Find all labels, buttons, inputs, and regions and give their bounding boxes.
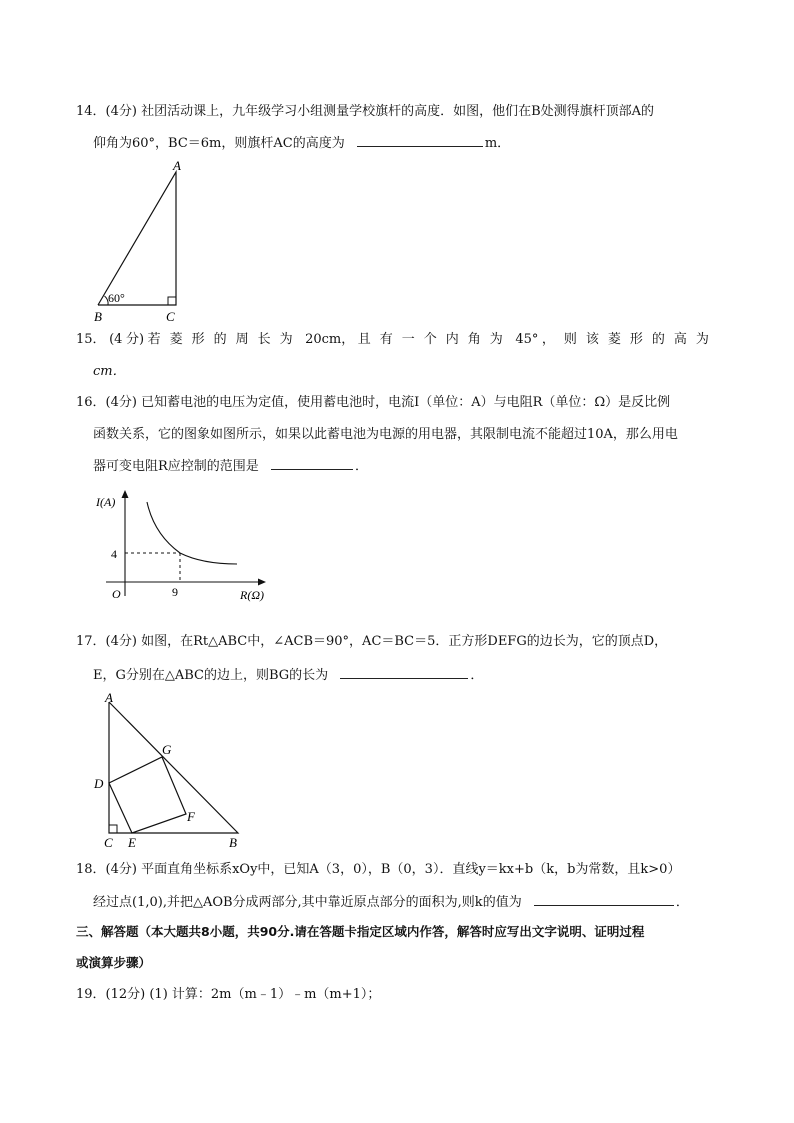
q16-line3-text: 器可变电阻R应控制的范围是 xyxy=(93,459,259,474)
q18-line1: 18．(4分) 平面直角坐标系xOy中，已知A（3，0），B（0，3）．直线y＝kx+b（k，b为常数，且k>0） xyxy=(76,862,681,877)
q17-line2 xyxy=(93,666,483,684)
q14-answer-blank[interactable] xyxy=(357,134,483,147)
q16-y-arrow xyxy=(122,490,129,498)
q17-label-c: C xyxy=(104,835,113,850)
q14-line2 xyxy=(93,134,510,152)
q16-line3-end: ． xyxy=(354,459,368,474)
q19-line1: 19．(12分) (1) 计算：2m（m﹣1）﹣m（m+1）； xyxy=(76,987,381,1002)
q17-label-g: G xyxy=(162,742,172,757)
q16-line1: 16．(4分) 已知蓄电池的电压为定值，使用蓄电池时，电流I（单位：A）与电阻R（单位：Ω）是反比例 xyxy=(76,395,671,410)
q14-right-angle-mark xyxy=(168,297,176,305)
q16-inverse-curve xyxy=(147,502,237,564)
q14-triangle-figure xyxy=(88,156,198,324)
q15-part-5: 且有一个内角为 xyxy=(357,332,512,347)
q16-line2: 函数关系，它的图象如图所示，如果以此蓄电池为电源的用电器，其限制电流不能超过10A，那么用电 xyxy=(93,427,678,442)
q16-answer-blank[interactable] xyxy=(271,457,353,470)
q15-part-1: (4 xyxy=(109,332,123,347)
q17-label-a: A xyxy=(105,690,113,705)
q15-unit: cm． xyxy=(93,364,126,379)
q15-part-7: ，则该菱形的高为 xyxy=(541,332,718,347)
q17-label-b: B xyxy=(229,835,237,850)
q16-line3 xyxy=(93,457,368,475)
q15-part-3: 若菱形的周长为 xyxy=(147,332,302,347)
q18-answer-blank[interactable] xyxy=(534,893,674,906)
q17-label-f: F xyxy=(187,809,195,824)
q17-line2-end: ． xyxy=(470,668,484,683)
q18-line2-text: 经过点(1,0),并把△AOB分成两部分,其中靠近原点部分的面积为,则k的值为 xyxy=(93,895,522,910)
q15-part-0: 15． xyxy=(76,332,106,347)
q14-triangle xyxy=(98,172,176,305)
q16-origin-label: O xyxy=(112,587,121,601)
q14-label-c: C xyxy=(166,309,175,324)
q14-line1: 14．(4分) 社团活动课上，九年级学习小组测量学校旗杆的高度．如图，他们在B处测得旗杆顶部A的 xyxy=(76,104,655,119)
q17-line1: 17．(4分) 如图，在Rt△ABC中，∠ACB＝90°，AC＝BC＝5．正方形DEFG的边长为，它的顶点D， xyxy=(76,634,668,649)
q17-label-e: E xyxy=(128,835,136,850)
q14-label-a: A xyxy=(173,158,181,173)
q15-part-6: 45° xyxy=(515,332,539,347)
q14-label-b: B xyxy=(94,309,102,324)
q18-line2 xyxy=(93,893,689,911)
q17-line2-text: E，G分别在△ABC的边上，则BG的长为 xyxy=(93,668,329,683)
q14-line2-text: 仰角为60°，BC＝6m，则旗杆AC的高度为 xyxy=(93,136,345,151)
q16-y-label: I(A) xyxy=(96,495,116,509)
q16-y-tick-label: 4 xyxy=(111,547,117,561)
q16-x-arrow xyxy=(258,579,266,586)
q15-part-4: 20cm， xyxy=(305,332,355,347)
q17-answer-blank[interactable] xyxy=(340,666,468,679)
q15-line2 xyxy=(93,364,126,380)
q17-square-figure xyxy=(88,690,248,850)
q14-angle-label: 60° xyxy=(108,291,125,305)
q18-line2-end: ． xyxy=(675,895,689,910)
q15-line1 xyxy=(76,332,718,348)
q17-right-angle-mark xyxy=(109,825,117,833)
q16-x-tick-label: 9 xyxy=(172,585,178,599)
q15-part-2: 分) xyxy=(125,332,145,347)
section3-heading-line1: 三、解答题（本大题共8小题，共90分.请在答题卡指定区域内作答，解答时应写出文字说明、证明过程 xyxy=(76,924,645,939)
q17-triangle xyxy=(109,702,238,833)
q16-x-label: R(Ω) xyxy=(240,588,264,602)
q14-line2-unit: m． xyxy=(484,136,511,151)
q17-label-d: D xyxy=(94,776,104,791)
q16-graph-figure xyxy=(92,486,282,610)
section3-heading-line2: 或演算步骤） xyxy=(76,955,152,970)
